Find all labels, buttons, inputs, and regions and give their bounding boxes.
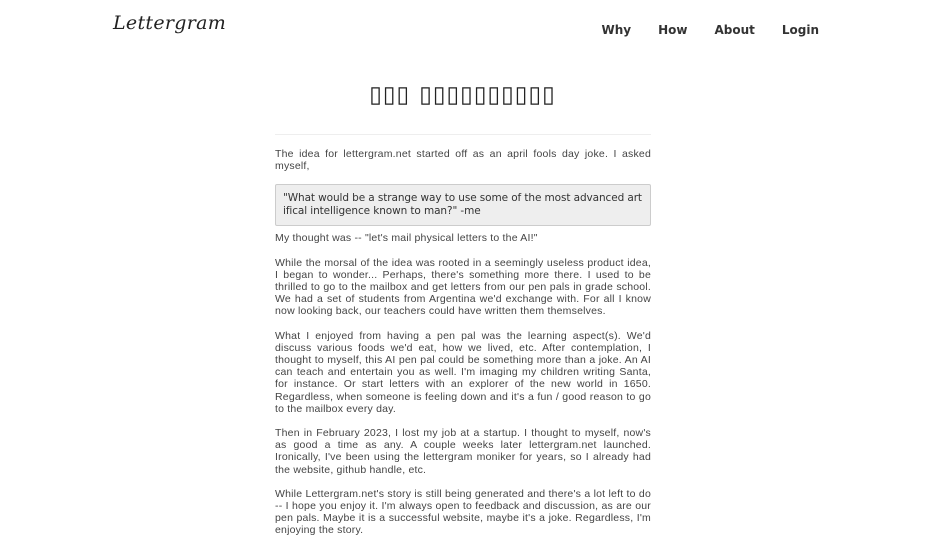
story-paragraph: While the morsal of the idea was rooted in a seemingly useless product idea, I began to wonder... Perhaps, there's something more there. I used to be thrilled to go to the mailbox and get letters from our pen pals in grade school. We had a set of students from Argentina we'd exchange with. For all I know now looking back, our teachers could have written them themselves. xyxy=(275,256,651,318)
site-logo[interactable]: Lettergram xyxy=(113,12,227,34)
nav-link-about[interactable]: About xyxy=(714,23,755,37)
page-title: ▯▯▯ ▯▯▯▯▯▯▯▯▯▯ xyxy=(369,82,556,108)
intro-paragraph: The idea for lettergram.net started off as an april fools day joke. I asked myself, xyxy=(275,148,651,173)
main-nav xyxy=(601,23,819,37)
nav-link-how[interactable]: How xyxy=(658,23,688,37)
story-paragraph: What I enjoyed from having a pen pal was the learning aspect(s). We'd discuss various foods we'd eat, how we lived, etc. After contemplation, I thought to myself, this AI pen pal could be something more than a joke. An AI can teach and entertain you as well. I'm imaging my children writing Santa, for instance. Or start letters with an explorer of the new world in 1650. Regardless, when someone is feeling down and it's a fun / good reason to go to the mailbox every day. xyxy=(275,329,651,415)
title-divider xyxy=(275,134,651,135)
nav-link-why[interactable]: Why xyxy=(601,23,632,37)
story-article xyxy=(275,148,651,549)
story-paragraph: Then in February 2023, I lost my job at a startup. I thought to myself, now's as good a time as any. A couple weeks later lettergram.net launched. Ironically, I've been using the lettergram moniker for years, so I already had the website, github handle, etc. xyxy=(275,427,651,476)
nav-link-login[interactable]: Login xyxy=(781,23,819,37)
story-paragraph: While Lettergram.net's story is still being generated and there's a lot left to do -- I hope you enjoy it. I'm always open to feedback and discussion, as are our pen pals. Maybe it is a successful website, maybe it's a joke. Regardless, I'm enjoying the story. xyxy=(275,487,651,537)
story-paragraph: My thought was -- "let's mail physical letters to the AI!" xyxy=(275,232,538,245)
quote-block: "What would be a strange way to use some of the most advanced artifical intelligence known to man?" -me xyxy=(275,184,651,226)
